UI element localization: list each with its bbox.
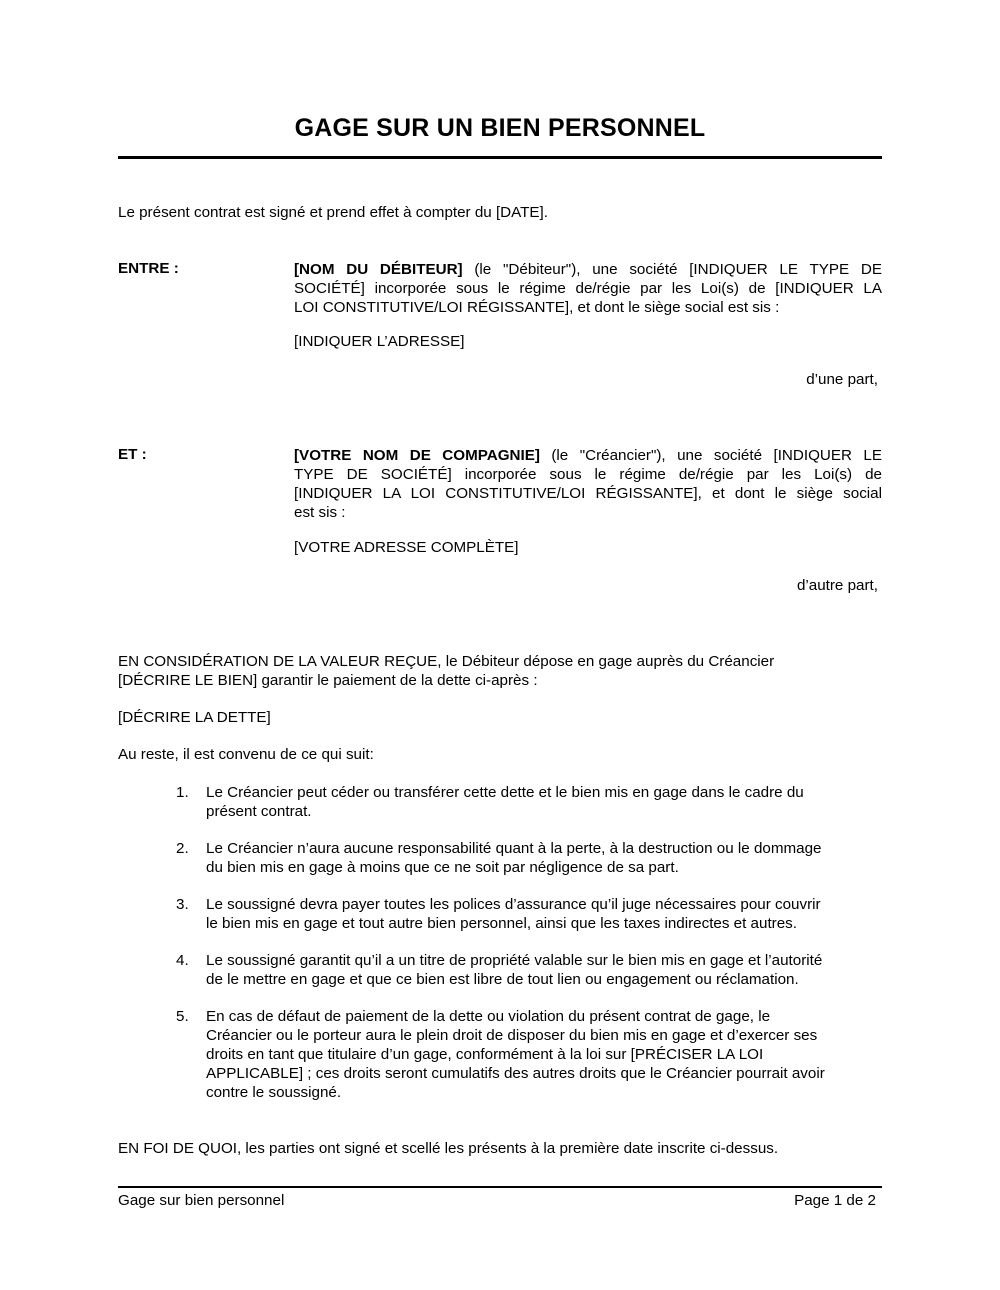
witness-paragraph: EN FOI DE QUOI, les parties ont signé et scellé les présents à la première date inscrite ci-dessus. [118, 1140, 779, 1157]
list-text [206, 839, 886, 877]
text-line: le bien mis en gage et tout autre bien personnel, ainsi que les taxes indirectes et autres. [206, 915, 797, 932]
text-line: EN CONSIDÉRATION DE LA VALEUR REÇUE, le Débiteur dépose en gage auprès du Créancier [118, 653, 775, 670]
footer-page-number: Page 1 de 2 [794, 1192, 876, 1209]
text-line: Le soussigné garantit qu’il a un titre de propriété valable sur le bien mis en gage et l’autorité [206, 952, 823, 969]
footer-divider [118, 1186, 882, 1188]
intro-paragraph: Le présent contrat est signé et prend effet à compter du [DATE]. [118, 204, 548, 221]
party-text-line: est sis : [294, 504, 346, 521]
text-line: de le mettre en gage et que ce bien est libre de tout lien ou engagement ou réclamation. [206, 971, 799, 988]
text-line: Le Créancier peut céder ou transférer cette dette et le bien mis en gage dans le cadre du [206, 784, 804, 801]
list-text [206, 895, 886, 933]
text-line: [DÉCRIRE LE BIEN] garantir le paiement de la dette ci-après : [118, 672, 538, 689]
party-name: [VOTRE NOM DE COMPAGNIE] [294, 447, 540, 464]
party-text-line: (le "Créancier"), une société [INDIQUER LE [539, 447, 882, 464]
party-label: ENTRE : [118, 260, 179, 277]
list-text [206, 783, 886, 821]
consideration-paragraph [118, 652, 774, 690]
title-divider [118, 156, 882, 159]
footer-document-name: Gage sur bien personnel [118, 1192, 285, 1209]
list-text [206, 1007, 886, 1102]
document-title: GAGE SUR UN BIEN PERSONNEL [294, 114, 706, 142]
text-line: droits en tant que titulaire d’un gage, conformément à la loi sur [PRÉCISER LA LOI [206, 1046, 764, 1063]
list-number: 1. [176, 784, 189, 801]
text-line: contre le soussigné. [206, 1084, 342, 1101]
debt-description: [DÉCRIRE LA DETTE] [118, 709, 271, 726]
party-name: [NOM DU DÉBITEUR] [294, 261, 463, 278]
party-description [294, 260, 882, 317]
text-line: du bien mis en gage à moins que ce ne soit par négligence de sa part. [206, 859, 679, 876]
text-line: présent contrat. [206, 803, 312, 820]
party-text-line: (le "Débiteur"), une société [INDIQUER LE TYPE DE [462, 261, 882, 278]
text-line: Créancier ou le porteur aura le plein droit de disposer du bien mis en gage et d’exercer ses [206, 1027, 818, 1044]
text-line: En cas de défaut de paiement de la dette ou violation du présent contrat de gage, le [206, 1008, 771, 1025]
list-number: 4. [176, 952, 189, 969]
list-number: 5. [176, 1008, 189, 1025]
text-line: Le soussigné devra payer toutes les polices d’assurance qu’il juge nécessaires pour couvrir [206, 896, 821, 913]
list-number: 3. [176, 896, 189, 913]
text-line: APPLICABLE] ; ces droits seront cumulatifs des autres droits que le Créancier pourrait avoir [206, 1065, 825, 1082]
party-text-line: LOI CONSTITUTIVE/LOI RÉGISSANTE], et dont le siège social est sis : [294, 299, 780, 316]
party-text-line: [INDIQUER LA LOI CONSTITUTIVE/LOI RÉGISSANTE], et dont le siège social [294, 485, 882, 502]
party-address: [VOTRE ADRESSE COMPLÈTE] [294, 539, 519, 556]
party-label: ET : [118, 446, 147, 463]
list-text [206, 951, 886, 989]
party-description [294, 446, 882, 522]
party-text-line: SOCIÉTÉ] incorporée sous le régime de/régie par les Loi(s) de [INDIQUER LA [294, 280, 882, 297]
text-line: Le Créancier n’aura aucune responsabilité quant à la perte, à la destruction ou le dommage [206, 840, 822, 857]
party-address: [INDIQUER L’ADRESSE] [294, 333, 465, 350]
party-closing: d’une part, [806, 371, 878, 388]
party-closing: d’autre part, [796, 577, 878, 594]
list-number: 2. [176, 840, 189, 857]
agreed-paragraph: Au reste, il est convenu de ce qui suit: [118, 746, 374, 763]
party-text-line: TYPE DE SOCIÉTÉ] incorporée sous le régime de/régie par les Loi(s) de [294, 466, 882, 483]
